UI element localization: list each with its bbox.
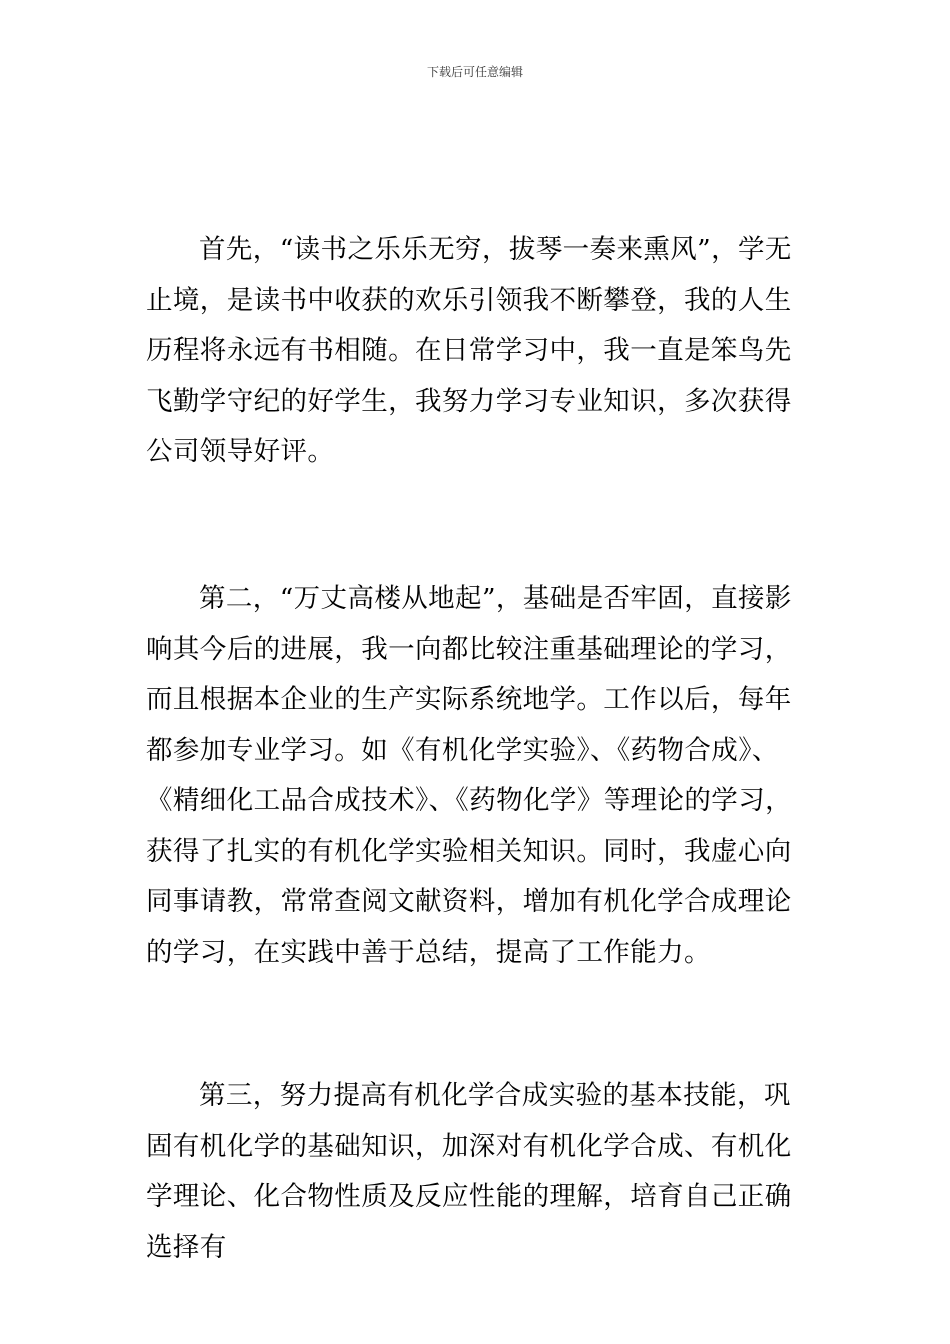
paragraph-second: 第二，“万丈高楼从地起”，基础是否牢固，直接影响其今后的进展，我一向都比较注重基础理论的学习，而且根据本企业的生产实际系统地学。工作以后，每年都参加专业学习。如《有机化学实验》、《药物合成》、《精细化工品合成技术》、《药物化学》等理论的学习，获得了扎实的有机化学实验相关知识。同时，我虚心向同事请教，常常查阅文献资料，增加有机化学合成理论的学习，在实践中善于总结，提高了工作能力。 [146,583,792,968]
page-header: 下载后可任意编辑 [426,65,523,79]
paragraph-first: 首先，“读书之乐乐无穷，拔琴一奏来熏风”，学无止境，是读书中收获的欢乐引领我不断攀登，我的人生历程将永远有书相随。在日常学习中，我一直是笨鸟先飞勤学守纪的好学生，我努力学习专业知识，多次获得公司领导好评。 [146,234,792,467]
paragraph-third: 第三，努力提高有机化学合成实验的基本技能，巩固有机化学的基础知识，加深对有机化学合成、有机化学理论、化合物性质及反应性能的理解，培育自己正确选择有 [146,1080,792,1263]
